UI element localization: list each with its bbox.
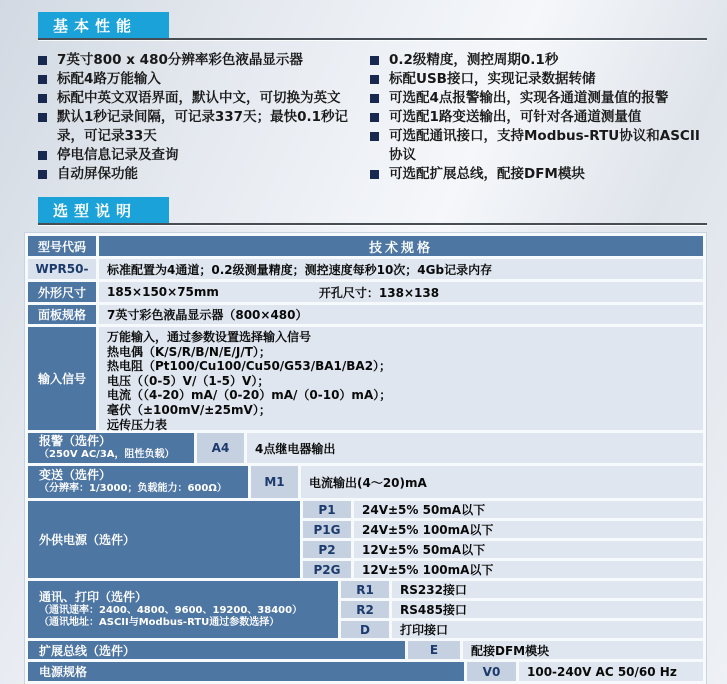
input-line: 热电偶（K/S/R/B/N/E/J/T）； [107, 344, 271, 359]
bullet-square-icon [38, 151, 47, 160]
transmit-sublabel: （分辨率：1/3000；负载能力：600Ω） [39, 483, 227, 495]
aux-power-value: 24V±5% 100mA以下 [354, 521, 703, 538]
row-panel [28, 305, 703, 324]
row-alarm [28, 433, 703, 463]
row-model [28, 259, 703, 279]
feature-item [38, 51, 370, 70]
feature-item [38, 89, 370, 108]
bullet-square-icon [370, 170, 379, 179]
selection-section-divider [38, 197, 707, 225]
aux-power-option [303, 501, 703, 518]
aux-power-options [303, 501, 703, 578]
alarm-label: 报警（选件） [39, 434, 112, 449]
bullet-square-icon [38, 56, 47, 65]
transmit-label-cell [28, 466, 248, 498]
feature-text: 7英寸800 x 480分辨率彩色液晶显示器 [57, 52, 303, 68]
panel-value: 7英寸彩色液晶显示器（800×480） [99, 305, 703, 324]
feature-item [370, 165, 700, 184]
comm-code: R1 [341, 581, 389, 598]
model-desc-cell: 标准配置为4通道；0.2级测量精度；测控速度每秒10次；4Gb记录内存 [99, 259, 703, 279]
aux-power-code: P1G [303, 521, 351, 538]
alarm-label-cell [28, 433, 194, 463]
row-aux-power [28, 501, 703, 578]
aux-power-option [303, 561, 703, 578]
dimensions-value-cell [99, 282, 703, 302]
feature-text: 标配中英文双语界面，默认中文，可切换为英文 [57, 90, 341, 106]
input-signal-label: 输入信号 [28, 327, 96, 430]
comm-option [341, 581, 703, 598]
basic-section-title: 基本性能 [38, 12, 169, 38]
transmit-label: 变送（选件） [39, 468, 112, 483]
bullet-square-icon [370, 113, 379, 122]
header-tech-spec: 技术规格 [99, 236, 703, 256]
comm-option [341, 621, 703, 638]
bullet-square-icon [370, 132, 379, 141]
transmit-code: M1 [251, 466, 298, 498]
feature-text: 可选配1路变送输出，可针对各通道测量值 [389, 109, 642, 125]
spec-table [24, 232, 707, 684]
aux-power-code: P2 [303, 541, 351, 558]
bullet-square-icon [370, 56, 379, 65]
row-comm-print [28, 581, 703, 638]
feature-item [370, 127, 700, 165]
aux-power-value: 12V±5% 50mA以下 [354, 541, 703, 558]
comm-value: RS232接口 [392, 581, 703, 598]
aux-power-value: 24V±5% 50mA以下 [354, 501, 703, 518]
selection-section-title: 选型说明 [38, 197, 169, 223]
feature-column-left [38, 51, 370, 184]
aux-power-label: 外供电源（选件） [28, 501, 300, 578]
feature-text: 标配4路万能输入 [57, 71, 161, 87]
feature-item [38, 146, 370, 165]
bullet-square-icon [370, 75, 379, 84]
bullet-square-icon [38, 75, 47, 84]
panel-label: 面板规格 [28, 305, 96, 324]
bullet-square-icon [38, 94, 47, 103]
feature-text: 可选配4点报警输出，实现各通道测量值的报警 [389, 90, 669, 106]
bullet-square-icon [38, 113, 47, 122]
feature-text: 0.2级精度，测控周期0.1秒 [389, 52, 559, 68]
alarm-sublabel: （250V AC/3A，阻性负载） [39, 449, 175, 461]
comm-options [341, 581, 703, 638]
row-power-spec [28, 662, 703, 681]
transmit-value: 电流输出(4～20)mA [301, 466, 703, 498]
feature-text: 自动屏保功能 [57, 166, 138, 182]
feature-item [38, 70, 370, 89]
alarm-code: A4 [197, 433, 244, 463]
row-dimensions [28, 282, 703, 302]
feature-item [370, 89, 700, 108]
input-line: 远传压力表 [107, 417, 168, 432]
expansion-label: 扩展总线（选件） [28, 641, 405, 659]
alarm-value: 4点继电器输出 [247, 433, 703, 463]
comm-sublabel-addr: （通讯地址：ASCII与Modbus-RTU通过参数选择） [39, 617, 280, 628]
input-line: 万能输入，通过参数设置选择输入信号 [107, 330, 312, 344]
feature-text: 默认1秒记录间隔，可记录337天；最快0.1秒记录，可记录33天 [57, 109, 348, 144]
feature-item [38, 108, 370, 146]
input-line: 热电阻（Pt100/Cu100/Cu50/G53/BA1/BA2）； [107, 359, 392, 374]
model-code-cell: WPR50- [28, 259, 96, 279]
comm-value: RS485接口 [392, 601, 703, 618]
bullet-square-icon [38, 170, 47, 179]
feature-text: 可选配通讯接口，支持Modbus-RTU协议和ASCII协议 [389, 128, 700, 163]
bullet-square-icon [370, 94, 379, 103]
comm-code: D [341, 621, 389, 638]
table-header-row [28, 236, 703, 256]
basic-section-divider [38, 12, 707, 40]
comm-code: R2 [341, 601, 389, 618]
input-signal-value [99, 327, 703, 430]
power-code: V0 [467, 662, 516, 681]
dimensions-label: 外形尺寸 [28, 282, 96, 302]
input-line: 电流（（4-20）mA/（0-20）mA/（0-10）mA）； [107, 388, 392, 403]
header-model-code: 型号代码 [28, 236, 96, 256]
expansion-code: E [408, 641, 460, 659]
feature-text: 可选配扩展总线，配接DFM模块 [389, 166, 585, 182]
aux-power-code: P2G [303, 561, 351, 578]
feature-list [0, 40, 727, 184]
row-input-signal [28, 327, 703, 430]
feature-item [370, 70, 700, 89]
feature-text: 标配USB接口，实现记录数据转储 [389, 71, 596, 87]
expansion-value: 配接DFM模块 [463, 641, 703, 659]
feature-item [370, 108, 700, 127]
feature-column-right [370, 51, 700, 184]
comm-label: 通讯、打印（选件） [39, 589, 148, 604]
feature-item [370, 51, 700, 70]
aux-power-value: 12V±5% 100mA以下 [354, 561, 703, 578]
comm-option [341, 601, 703, 618]
comm-label-cell [28, 581, 338, 638]
aux-power-option [303, 521, 703, 538]
aux-power-code: P1 [303, 501, 351, 518]
input-line: 电压（（0-5）V/（1-5）V）； [107, 373, 270, 388]
dimensions-value: 185×150×75mm [107, 285, 219, 299]
aux-power-option [303, 541, 703, 558]
power-label: 电源规格 [28, 662, 464, 681]
comm-sublabel-rate: （通讯速率：2400、4800、9600、19200、38400） [39, 604, 303, 616]
feature-item [38, 165, 370, 184]
cutout-size: 开孔尺寸：138×138 [318, 285, 440, 300]
row-transmit [28, 466, 703, 498]
input-line: 毫伏（±100mV/±25mV）； [107, 402, 271, 417]
comm-value: 打印接口 [392, 621, 703, 638]
row-expansion-bus [28, 641, 703, 659]
feature-text: 停电信息记录及查询 [57, 147, 179, 163]
power-value: 100-240V AC 50/60 Hz [519, 662, 703, 681]
